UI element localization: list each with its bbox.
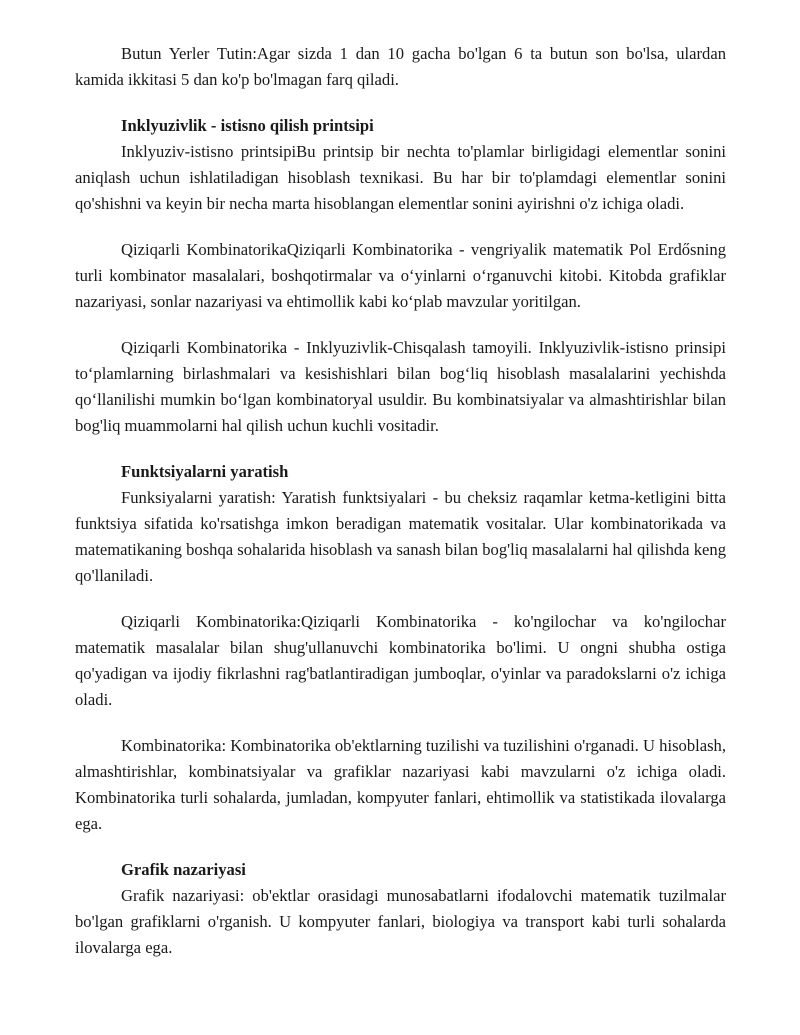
spacer (75, 439, 726, 459)
spacer (75, 837, 726, 857)
paragraph-funksiyalarni-yaratish: Funksiyalarni yaratish: Yaratish funktsiyalari - bu cheksiz raqamlar ketma-ketligini bitta funktsiya sifatida ko'rsatishga imkon beradigan matematik vositalar. Ular kombinatorikada va matematikaning boshqa sohalarida hisoblash va sanash bilan bog'liq masalalarni hal qilishda keng qo'llaniladi. (75, 488, 726, 585)
paragraph-kombinatorika: Kombinatorika: Kombinatorika ob'ektlarning tuzilishi va tuzilishini o'rganadi. U hisoblash, almashtirishlar, kombinatsiyalar va grafiklar nazariyasi kabi mavzularni o'z ichiga oladi. Kombinatorika turli sohalarda, jumladan, kompyuter fanlari, ehtimollik va statistikada ilovalarga ega. (75, 736, 726, 833)
paragraph-qiziqarli-kombinatorika-ngilochar: Qiziqarli Kombinatorika:Qiziqarli Kombinatorika - ko'ngilochar va ko'ngilochar matematik masalalar bilan shug'ullanuvchi kombinatorika bo'limi. U ongni shubha ostiga qo'yadigan va ijodiy fikrlashni rag'batlantiradigan jumboqlar, o'yinlar va paradokslarni o'z ichiga oladi. (75, 612, 726, 709)
spacer (75, 217, 726, 237)
heading-grafik-nazariyasi: Grafik nazariyasi (121, 860, 246, 879)
spacer (75, 93, 726, 113)
spacer (75, 589, 726, 609)
paragraph-inklyuzivlik-chisqalash: Qiziqarli Kombinatorika - Inklyuzivlik-Chisqalash tamoyili. Inklyuzivlik-istisno prinsipi to‘plamlarning birlashmalari va kesishishlari bilan bog‘liq hisoblash masalalarini yechishda qo‘llanilishi mumkin bo‘lgan kombinatoryal usuldir. Bu kombinatsiyalar va almashtirishlar bilan bog'liq muammolarni hal qilish uchun kuchli vositadir. (75, 338, 726, 435)
document-page (75, 41, 726, 961)
paragraph-grafik-nazariyasi: Grafik nazariyasi: ob'ektlar orasidagi munosabatlarni ifodalovchi matematik tuzilmalar bo'lgan grafiklarni o'rganish. U kompyuter fanlari, biologiya va transport kabi turli sohalarda ilovalarga ega. (75, 886, 726, 957)
paragraph-qiziqarli-kombinatorika-erdos: Qiziqarli KombinatorikaQiziqarli Kombinatorika - vengriyalik matematik Pol Erdősning turli kombinator masalalari, boshqotirmalar va o‘yinlarni o‘rganuvchi kitobi. Kitobda grafiklar nazariyasi, sonlar nazariyasi va ehtimollik kabi ko‘plab mavzular yoritilgan. (75, 240, 726, 311)
heading-funktsiyalarni-yaratish: Funktsiyalarni yaratish (121, 462, 289, 481)
paragraph-inklyuziv-istisno: Inklyuziv-istisno printsipiBu printsip bir nechta to'plamlar birligidagi elementlar sonini aniqlash uchun ishlatiladigan hisoblash texnikasi. Bu har bir to'plamdagi elementlar sonini qo'shishni va keyin bir necha marta hisoblangan elementlar sonini ayirishni o'z ichiga oladi. (75, 142, 726, 213)
spacer (75, 315, 726, 335)
spacer (75, 713, 726, 733)
heading-inklyuzivlik: Inklyuzivlik - istisno qilish printsipi (121, 116, 374, 135)
paragraph-butun-yerler: Butun Yerler Tutin:Agar sizda 1 dan 10 gacha bo'lgan 6 ta butun son bo'lsa, ulardan kamida ikkitasi 5 dan ko'p bo'lmagan farq qiladi. (75, 44, 726, 89)
